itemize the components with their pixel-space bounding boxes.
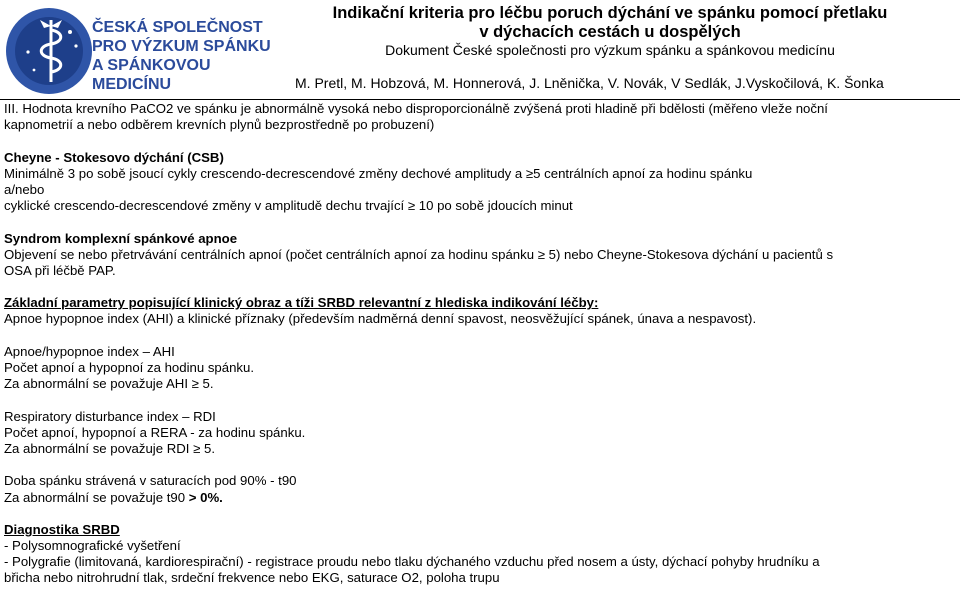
rdi-threshold: Za abnormální se považuje RDI ≥ 5. — [4, 440, 216, 456]
diagnostics-line: - Polysomnografické vyšetření — [4, 538, 181, 554]
t90-title: Doba spánku strávená v saturacích pod 90% - t90 — [4, 473, 297, 489]
authors-list: M. Pretl, M. Hobzová, M. Honnerová, J. Lněnička, V. Novák, V Sedlák, J.Vyskočilová, K. Šonka — [295, 75, 884, 91]
rdi-definition: Počet apnoí, hypopnoí a RERA - za hodinu spánku. — [4, 424, 306, 440]
csb-line: a/nebo — [4, 181, 45, 197]
hypoventilation-line: kapnometrií a nebo odběrem krevních plynů bezprostředně po probuzení) — [4, 117, 435, 133]
parameters-heading: Základní parametry popisující klinický obraz a tíži SRBD relevantní z hlediska indikování léčby: — [4, 295, 599, 311]
society-name-line: MEDICÍNU — [92, 76, 172, 93]
society-name-line: ČESKÁ SPOLEČNOST — [92, 19, 263, 36]
ahi-definition: Počet apnoí a hypopnoí za hodinu spánku. — [4, 360, 255, 375]
document-body — [4, 101, 954, 587]
t90-threshold-value: > 0%. — [188, 489, 223, 505]
hypoventilation-line: III. Hodnota krevního PaCO2 ve spánku je abnormálně vysoká nebo disproporcionálně zvýšená proti hladině při bdělosti (měřeno vleže noční — [4, 101, 828, 116]
society-logo — [4, 6, 94, 96]
society-name — [92, 18, 271, 94]
csb-heading: Cheyne - Stokesovo dýchání (CSB) — [4, 149, 224, 165]
diagnostics-line: - Polygrafie (limitovaná, kardiorespirační) - registrace proudu nebo tlaku dýchaného vzduchu před nosem a ústy, dýchací pohyby hrudníku a — [4, 554, 820, 570]
diagnostics-heading: Diagnostika SRBD — [4, 521, 120, 537]
complex-apnea-line: OSA při léčbě PAP. — [4, 262, 116, 278]
rdi-title: Respiratory disturbance index – RDI — [4, 408, 216, 424]
society-name-line: A SPÁNKOVOU — [92, 57, 211, 74]
parameters-line: Apnoe hypopnoe index (AHI) a klinické příznaky (především nadměrná denní spavost, neosvěžující spánek, únava a nespavost). — [4, 311, 757, 327]
title-line-2: v dýchacích cestách u dospělých — [479, 23, 741, 41]
complex-apnea-line: Objevení se nebo přetrvávání centrálních apnoí (počet centrálních apnoí za hodinu spánku ≥ 5) nebo Cheyne-Stokesova dýchání u pacientů s — [4, 246, 834, 262]
title-line-1: Indikační kriteria pro léčbu poruch dýchání ve spánku pomocí přetlaku — [332, 4, 888, 22]
diagnostics-line: břicha nebo nitrohrudní tlak, srdeční frekvence nebo EKG, saturace O2, poloha trupu — [4, 570, 500, 586]
complex-apnea-heading: Syndrom komplexní spánkové apnoe — [4, 230, 238, 246]
ahi-threshold: Za abnormální se považuje AHI ≥ 5. — [4, 376, 214, 392]
t90-threshold — [4, 490, 954, 506]
csb-line: cyklické crescendo-decrescendové změny v amplitudě dechu trvající ≥ 10 po sobě jdoucích minut — [4, 198, 573, 214]
header-divider — [0, 99, 960, 100]
document-subtitle: Dokument České společnosti pro výzkum spánku a spánkovou medicínu — [385, 42, 835, 58]
ahi-title: Apnoe/hypopnoe index – AHI — [4, 343, 175, 359]
t90-threshold-text: Za abnormální se považuje t90 — [4, 489, 189, 505]
document-title — [280, 4, 940, 42]
society-name-line: PRO VÝZKUM SPÁNKU — [92, 38, 271, 55]
csb-line: Minimálně 3 po sobě jsoucí cykly crescendo-decrescendové změny dechové amplitudy a ≥5 centrálních apnoí za hodinu spánku — [4, 165, 753, 181]
